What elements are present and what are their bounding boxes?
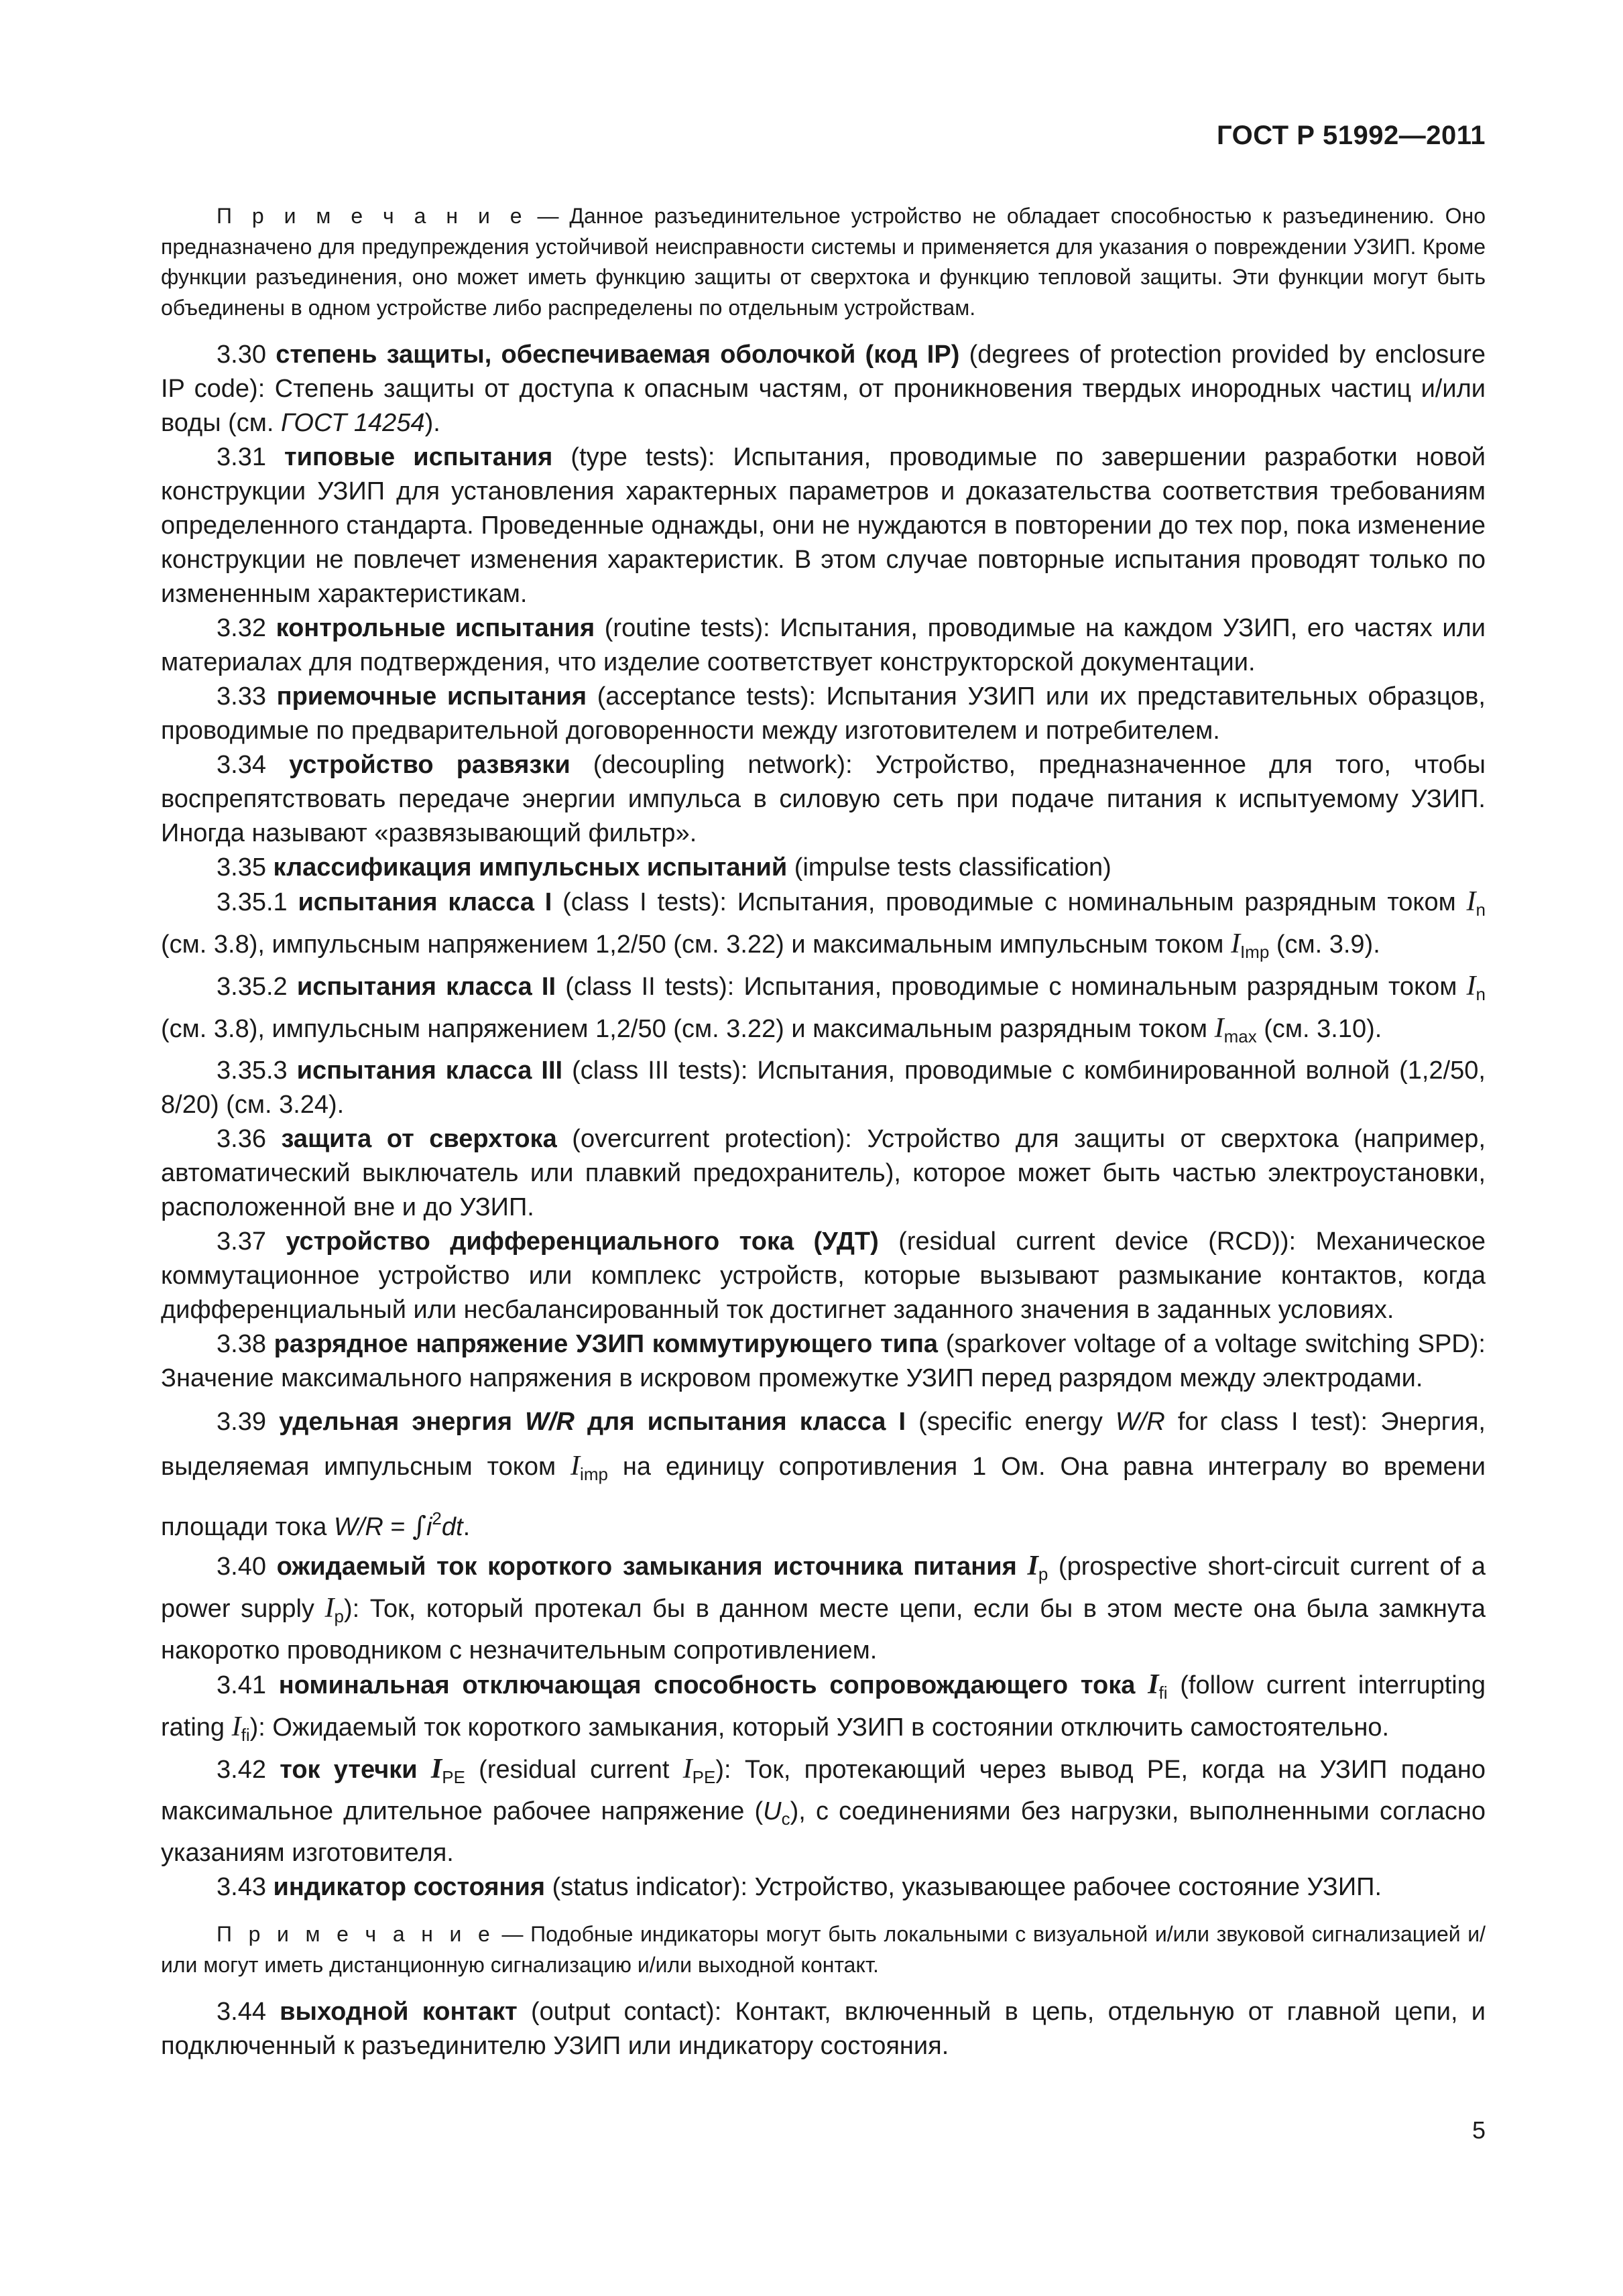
- term-title: контрольные испытания: [276, 614, 595, 642]
- term-3-35: [161, 851, 1486, 885]
- term-number: 3.35: [217, 853, 274, 882]
- term-title: испытания класса III: [296, 1056, 563, 1085]
- term-number: 3.42: [217, 1756, 280, 1784]
- equals-sign: =: [383, 1513, 413, 1541]
- current-symbol: I: [1148, 1669, 1159, 1700]
- term-3-44: [161, 1995, 1486, 2063]
- note-label: П р и м е ч а н и е: [217, 204, 527, 228]
- term-definition: (overcurrent protection): Устройство для защиты от сверхтока (например, автоматический выключатель или плавкий предохранитель), которое может быть частью электроустановки, расположенной вне и до УЗИП.: [161, 1125, 1486, 1221]
- term-title: приемочные испытания: [276, 682, 587, 711]
- term-definition: (residual current: [465, 1756, 683, 1784]
- integrand-differential: dt: [441, 1513, 463, 1541]
- current-symbol: I: [1466, 886, 1476, 917]
- term-title: ток утечки: [280, 1756, 431, 1784]
- term-number: 3.30: [217, 341, 276, 369]
- term-definition: (residual current device (RCD)): Механическое коммутационное устройство или комплекс устройств, которые вызывают размыкание контактов, когда дифференциальный или несбалансированный ток достигнет заданного значения в заданных условиях.: [161, 1227, 1486, 1324]
- term-definition: (см. 3.8), импульсным напряжением 1,2/50 (см. 3.22) и максимальным разрядным током: [161, 1015, 1215, 1043]
- term-title: выходной контакт: [280, 1998, 518, 2026]
- term-number: 3.37: [217, 1227, 286, 1256]
- term-3-32: [161, 611, 1486, 680]
- term-number: 3.35.3: [217, 1056, 297, 1085]
- term-number: 3.35.1: [217, 888, 298, 916]
- note-text: — Данное разъединительное устройство не обладает способностью к разъединению. Оно предназначено для предупреждения устойчивой неисправности системы и применяется для указания о повреждении УЗИП. Кроме функции разъединения, оно может иметь функцию защиты от сверхтока и функцию тепловой защиты. Эти функции могут быть объединены в одном устройстве либо распределены по отдельным устройствам.: [161, 204, 1486, 320]
- term-definition-end: ): Ожидаемый ток короткого замыкания, который УЗИП в состоянии отключить самостоятельно.: [249, 1713, 1390, 1742]
- standard-designation: ГОСТ Р 51992—2011: [1217, 121, 1486, 150]
- energy-symbol: W/R: [525, 1408, 575, 1436]
- term-definition: (sparkover voltage of a voltage switching SPD): Значение максимального напряжения в искровом промежутке УЗИП перед разрядом между электродами.: [161, 1330, 1486, 1392]
- term-number: 3.43: [217, 1873, 274, 1901]
- term-definition: for class I test): Энергия, выделяемая импульсным током: [161, 1408, 1486, 1481]
- current-symbol: I: [1027, 1551, 1038, 1581]
- integrand-exponent: 2: [432, 1508, 442, 1528]
- current-symbol: I: [430, 1754, 442, 1785]
- term-3-31: [161, 440, 1486, 611]
- current-symbol: I: [231, 1711, 241, 1742]
- term-number: 3.32: [217, 614, 276, 642]
- current-subscript: n: [1476, 984, 1486, 1004]
- term-3-43: [161, 1870, 1486, 1905]
- term-title: испытания класса II: [296, 973, 556, 1001]
- term-3-39: [161, 1400, 1486, 1549]
- page-body: [161, 201, 1486, 2063]
- current-symbol: I: [570, 1451, 581, 1482]
- energy-symbol: W/R: [333, 1513, 383, 1541]
- term-definition: ): Ток, протекающий через вывод PE, когда на УЗИП подано максимальное длительное рабочее напряжение (: [161, 1756, 1486, 1825]
- term-3-40: [161, 1549, 1486, 1668]
- term-3-42: [161, 1752, 1486, 1870]
- current-subscript: Imp: [1240, 942, 1270, 962]
- term-title: устройство развязки: [289, 751, 570, 779]
- term-definition: (follow current interrupting rating: [161, 1671, 1486, 1742]
- term-definition-end: ), с соединениями без нагрузки, выполненными согласно указаниям изготовителя.: [161, 1797, 1486, 1867]
- term-title: разрядное напряжение УЗИП коммутирующего типа: [274, 1330, 939, 1358]
- term-number: 3.40: [217, 1553, 277, 1581]
- term-title: для испытания класса I: [574, 1408, 906, 1436]
- current-subscript: fi: [1158, 1683, 1168, 1703]
- term-definition-end: (см. 3.10).: [1256, 1015, 1382, 1043]
- term-definition: (impulse tests classification): [787, 853, 1111, 882]
- integrand-current: i: [426, 1513, 432, 1541]
- term-definition: (class III tests): Испытания, проводимые с комбинированной волной (1,2/50, 8/20) (см. 3.24).: [161, 1056, 1486, 1119]
- term-3-37: [161, 1225, 1486, 1327]
- term-number: 3.33: [217, 682, 277, 711]
- term-number: 3.31: [217, 443, 285, 471]
- term-title: устройство дифференциального тока (УДТ): [286, 1227, 879, 1256]
- term-3-34: [161, 748, 1486, 851]
- term-3-33: [161, 680, 1486, 748]
- term-title: индикатор состояния: [273, 1873, 546, 1901]
- note-disconnector: [161, 201, 1486, 323]
- term-definition: (class II tests): Испытания, проводимые с номинальным разрядным током: [556, 973, 1467, 1001]
- current-subscript: imp: [580, 1464, 608, 1484]
- current-subscript: p: [334, 1606, 344, 1626]
- term-definition: (prospective short-circuit current of a power supply: [161, 1553, 1486, 1623]
- energy-symbol: W/R: [1115, 1408, 1165, 1436]
- term-number: 3.38: [217, 1330, 274, 1358]
- term-definition-end: ).: [424, 409, 440, 437]
- term-definition: (см. 3.8), импульсным напряжением 1,2/50 (см. 3.22) и максимальным импульсным током: [161, 930, 1231, 959]
- standard-reference: ГОСТ 14254: [281, 409, 425, 437]
- term-title: классификация импульсных испытаний: [273, 853, 788, 882]
- note-text: — Подобные индикаторы могут быть локальными с визуальной и/или звуковой сигнализацией и/или могут иметь дистанционную сигнализацию и/или выходной контакт.: [161, 1922, 1486, 1977]
- term-title: номинальная отключающая способность сопровождающего тока: [278, 1671, 1148, 1699]
- term-definition: (status indicator): Устройство, указывающее рабочее состояние УЗИП.: [545, 1873, 1382, 1901]
- term-definition: (degrees of protection provided by enclosure IP code): Степень защиты от доступа к опасным частям, от проникновения твердых инородных частиц и/или воды (см.: [161, 341, 1486, 437]
- term-title: степень защиты, обеспечиваемая оболочкой (код IP): [276, 341, 960, 369]
- page-number: 5: [1471, 2116, 1486, 2144]
- integral-symbol: ∫: [412, 1511, 426, 1542]
- term-definition: (specific energy: [906, 1408, 1116, 1436]
- term-3-36: [161, 1122, 1486, 1225]
- term-definition: (class I tests): Испытания, проводимые с номинальным разрядным током: [552, 888, 1467, 916]
- note-label: П р и м е ч а н и е: [217, 1922, 495, 1946]
- note-indicators: [161, 1919, 1486, 1980]
- term-definition: (output contact): Контакт, включенный в цепь, отдельную от главной цепи, и подключенный к разъединителю УЗИП или индикатору состояния.: [161, 1998, 1486, 2060]
- term-3-38: [161, 1327, 1486, 1396]
- term-definition: (acceptance tests): Испытания УЗИП или их представительных образцов, проводимые по предварительной договоренности между изготовителем и потребителем.: [161, 682, 1486, 745]
- current-subscript: p: [1038, 1564, 1048, 1584]
- term-title: типовые испытания: [284, 443, 553, 471]
- term-definition: (routine tests): Испытания, проводимые на каждом УЗИП, его частях или материалах для подтверждения, что изделие соответствует конструкторской документации.: [161, 614, 1486, 676]
- current-subscript: fi: [241, 1725, 250, 1745]
- term-definition-end: ): Ток, который протекал бы в данном месте цепи, если бы в этом месте она была замкнута накоротко проводником с незначительным сопротивлением.: [161, 1595, 1486, 1665]
- term-definition: (decoupling network): Устройство, предназначенное для того, чтобы воспрепятствовать передаче энергии импульса в силовую сеть при подаче питания к испытуемому УЗИП. Иногда называют «развязывающий фильтр».: [161, 751, 1486, 847]
- term-number: 3.35.2: [217, 973, 297, 1001]
- term-title: защита от сверхтока: [281, 1125, 557, 1153]
- term-number: 3.34: [217, 751, 290, 779]
- current-subscript: n: [1476, 900, 1486, 920]
- current-subscript: PE: [442, 1767, 465, 1787]
- term-definition: (type tests): Испытания, проводимые по завершении разработки новой конструкции УЗИП для установления характерных параметров и доказательства соответствия требованиям определенного стандарта. Проведенные однажды, они не нуждаются в повторении до тех пор, пока изменение конструкции не повлечет изменения характеристик. В этом случае повторные испытания проводят только по измененным характеристикам.: [161, 443, 1486, 608]
- term-title: ожидаемый ток короткого замыкания источника питания: [276, 1553, 1028, 1581]
- current-symbol: I: [1230, 928, 1240, 959]
- voltage-subscript: c: [781, 1809, 790, 1829]
- term-number: 3.44: [217, 1998, 280, 2026]
- term-3-30: [161, 338, 1486, 440]
- current-symbol: I: [324, 1593, 335, 1624]
- term-3-35-1: [161, 885, 1486, 969]
- term-3-35-3: [161, 1054, 1486, 1122]
- current-subscript: PE: [692, 1767, 716, 1787]
- term-number: 3.41: [217, 1671, 279, 1699]
- term-number: 3.39: [217, 1408, 280, 1436]
- term-definition-end: .: [463, 1513, 471, 1541]
- term-number: 3.36: [217, 1125, 282, 1153]
- term-3-41: [161, 1668, 1486, 1752]
- voltage-symbol: U: [763, 1797, 782, 1825]
- current-symbol: I: [1466, 971, 1476, 1002]
- term-title: испытания класса I: [298, 888, 552, 916]
- term-definition-end: (см. 3.9).: [1269, 930, 1380, 959]
- term-3-35-2: [161, 969, 1486, 1054]
- current-symbol: I: [1214, 1013, 1224, 1044]
- term-definition: на единицу сопротивления 1 Ом. Она равна интегралу во времени площади тока: [161, 1453, 1486, 1541]
- current-subscript: max: [1223, 1026, 1257, 1046]
- current-symbol: I: [682, 1754, 693, 1785]
- term-title: удельная энергия: [279, 1408, 526, 1436]
